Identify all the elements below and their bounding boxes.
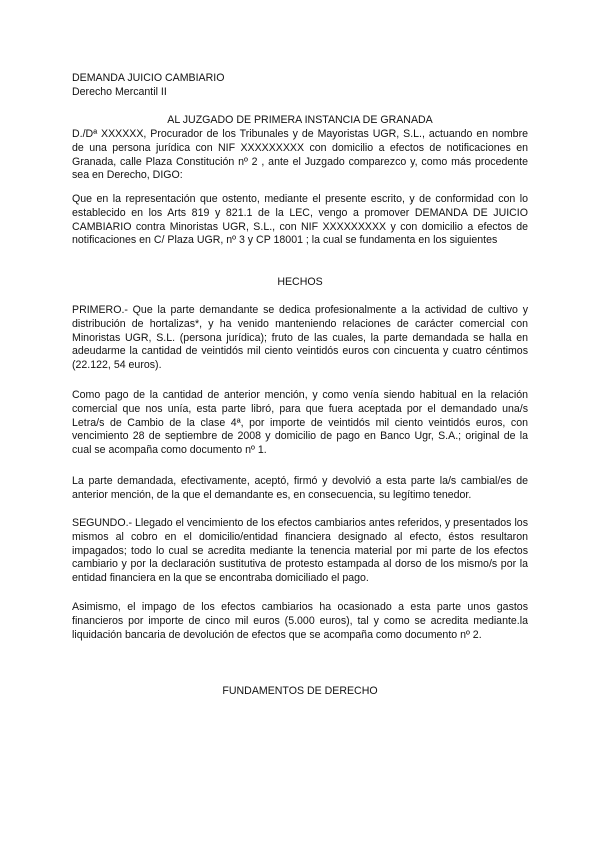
court-heading: AL JUZGADO DE PRIMERA INSTANCIA DE GRANADA	[167, 114, 433, 126]
segundo-paragraph: SEGUNDO.- Llegado el vencimiento de los efectos cambiarios antes referidos, y presentados los mismos al cobro en el domicilio/entidad financiera designado al efecto, éstos resultaron impagados; todo lo cual se acredita mediante la tenencia material por mi parte de los efectos cambiario y por la declaración sustitutiva de protesto estampada al dorso de los mismo/s por la entidad financiera en la que se encontraba domiciliado el pago.	[72, 517, 528, 585]
representation-paragraph: Que en la representación que ostento, mediante el presente escrito, y de conformidad con lo establecido en los Arts 819 y 821.1 de la LEC, vengo a promover DEMANDA DE JUICIO CAMBIARIO contra Minoristas UGR, S.L., con NIF XXXXXXXXX y con domicilio a efectos de notificaciones en C/ Plaza UGR, nº 3 y CP 18001 ; la cual se fundamenta en los siguientes	[72, 193, 528, 247]
aceptacion-paragraph: La parte demandada, efectivamente, aceptó, firmó y devolvió a esta parte la/s cambial/es de anterior mención, de la que el demandante es, en consecuencia, su legítimo tenedor.	[72, 475, 528, 501]
document-subtitle: Derecho Mercantil II	[72, 86, 167, 98]
document-title: DEMANDA JUICIO CAMBIARIO	[72, 72, 225, 84]
hechos-heading: HECHOS	[277, 276, 323, 288]
pago-paragraph: Como pago de la cantidad de anterior mención, y como venía siendo habitual en la relación comercial que nos unía, esta parte libró, para que fuera aceptada por el demandado una/s Letra/s de Cambio de la clase 4ª, por importe de veintidós mil ciento veintidós euros, con vencimiento 28 de septiembre de 2008 y domicilio de pago en Banco Ugr, S.A.; original de la cual se acompaña como documento nº 1.	[72, 389, 528, 457]
primero-paragraph: PRIMERO.- Que la parte demandante se dedica profesionalmente a la actividad de cultivo y distribución de hortalizas*, y ha venido manteniendo relaciones de carácter comercial con Minoristas UGR, S.L. (persona jurídica); fruto de las cuales, la parte demandada se halla en adeudarme la cantidad de veintidós mil ciento veintidós euros con cincuenta y cuatro céntimos (22.122, 54 euros).	[72, 304, 528, 372]
intro-paragraph: D./Dª XXXXXX, Procurador de los Tribunales y de Mayoristas UGR, S.L., actuando en nombre de una persona jurídica con NIF XXXXXXXXX con domicilio a efectos de notificaciones en Granada, calle Plaza Constitución nº 2 , ante el Juzgado comparezco y, como más procedente sea en Derecho, DIGO:	[72, 128, 528, 182]
fundamentos-heading: FUNDAMENTOS DE DERECHO	[222, 685, 378, 697]
gastos-paragraph: Asimismo, el impago de los efectos cambiarios ha ocasionado a esta parte unos gastos financieros por importe de cinco mil euros (5.000 euros), tal y como se acredita mediante.la liquidación bancaria de devolución de efectos que se acompaña como documento nº 2.	[72, 601, 528, 641]
